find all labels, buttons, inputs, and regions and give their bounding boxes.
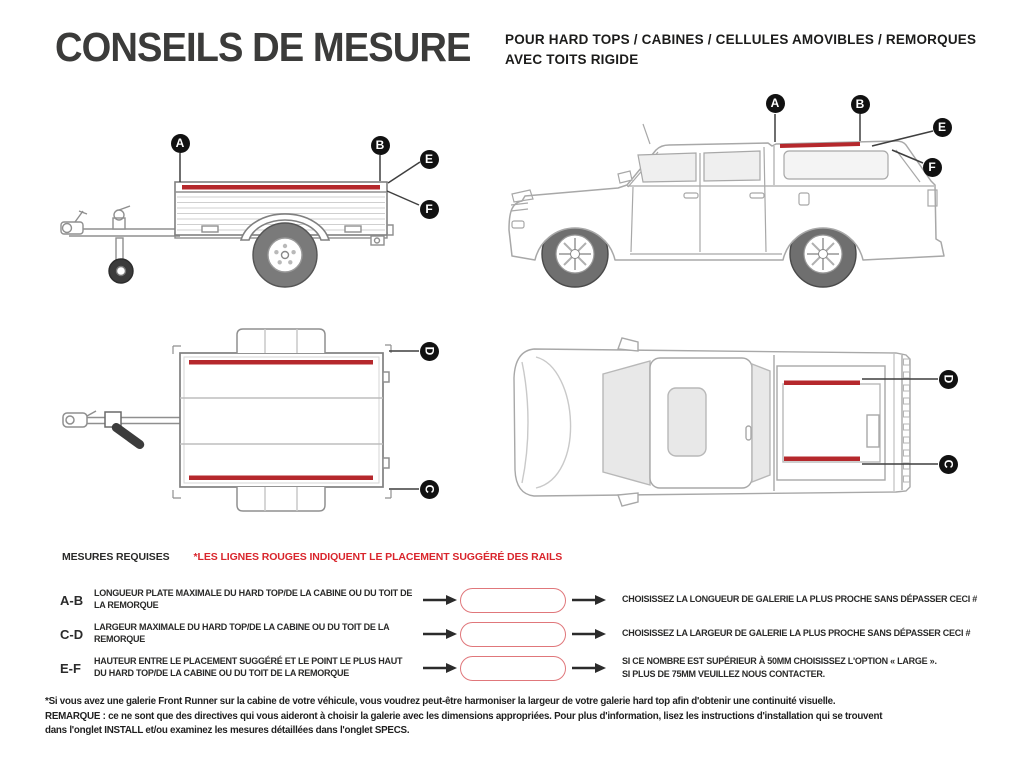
footnote-line-2: REMARQUE : ce ne sont que des directives qui vous aideront à choisir la galerie avec les dimensions appropriées. Pour plus d'information, lisez les instructions d'installation qui se trouvent: [45, 710, 883, 722]
truck-top-drawing: [500, 330, 970, 530]
trailer-side-diagram: [55, 95, 460, 310]
measure-row-cd: [60, 617, 1010, 651]
trailer-top-drawing: [55, 320, 460, 525]
subtitle-line-2: AVEC TOITS RIGIDE: [505, 51, 639, 67]
truck-side-diagram: [500, 90, 970, 300]
footnote-line-1: *Si vous avez une galerie Front Runner sur la cabine de votre véhicule, vous voudrez peut-être harmoniser la largeur de votre galerie hard top afin d'obtenir une continuité visuelle.: [45, 696, 836, 707]
arrow-right-icon: [566, 628, 612, 640]
label-badge-a: A: [766, 94, 785, 113]
measure-instruction: CHOISISSEZ LA LARGEUR DE GALERIE LA PLUS PROCHE SANS DÉPASSER CECI #: [622, 628, 971, 639]
label-badge-d: D: [939, 370, 958, 389]
measure-instruction: CHOISISSEZ LA LONGUEUR DE GALERIE LA PLUS PROCHE SANS DÉPASSER CECI #: [622, 594, 977, 605]
footnote-line-3: dans l'onglet INSTALL et/ou examinez les mesures détaillées dans l'onglet SPECS.: [45, 725, 410, 736]
label-badge-c: C: [420, 480, 439, 499]
suggested-rail-line: [189, 476, 373, 481]
arrow-right-icon: [566, 594, 612, 606]
truck-top-diagram: [500, 330, 970, 530]
arrow-right-icon: [566, 662, 612, 674]
label-badge-e: E: [420, 150, 439, 169]
suggested-rail-line: [784, 457, 860, 462]
measure-field-ef[interactable]: [460, 656, 566, 681]
measure-description: LARGEUR MAXIMALE DU HARD TOP/DE LA CABINE OU DU TOIT DE LA REMORQUE: [94, 622, 390, 644]
suggested-rail-line: [189, 360, 373, 365]
suggested-rail-line: [784, 381, 860, 386]
measure-description: LONGUEUR PLATE MAXIMALE DU HARD TOP/DE LA CABINE OU DU TOIT DE LA REMORQUE: [94, 588, 413, 610]
measures-header: [62, 551, 562, 563]
label-badge-d: D: [420, 342, 439, 361]
measure-key: A-B: [60, 592, 84, 608]
truck-side-drawing: [500, 90, 970, 300]
label-badge-f: F: [420, 200, 439, 219]
label-badge-b: B: [851, 95, 870, 114]
suggested-rail-line: [182, 185, 380, 190]
measure-instruction: [612, 655, 1010, 681]
suggested-rail-line: [780, 144, 860, 146]
measure-key: E-F: [60, 660, 81, 676]
measure-field-cd[interactable]: [460, 622, 566, 647]
footnote: [45, 695, 882, 739]
arrow-right-icon: [420, 628, 460, 640]
arrow-right-icon: [420, 594, 460, 606]
label-badge-a: A: [171, 134, 190, 153]
subtitle-line-1: POUR HARD TOPS / CABINES / CELLULES AMOVIBLES / REMORQUES: [505, 32, 977, 47]
measure-key: C-D: [60, 626, 84, 642]
page-subtitle: [505, 30, 976, 69]
measures-heading: MESURES REQUISES: [62, 551, 170, 563]
measure-field-ab[interactable]: [460, 588, 566, 613]
label-badge-b: B: [371, 136, 390, 155]
measure-instruction-line-1: SI CE NOMBRE EST SUPÉRIEUR À 50MM CHOISISSEZ L'OPTION « LARGE ».: [622, 655, 937, 666]
label-badge-c: C: [939, 455, 958, 474]
rails-note: *LES LIGNES ROUGES INDIQUENT LE PLACEMENT SUGGÉRÉ DES RAILS: [193, 551, 563, 563]
measures-rows: [60, 583, 1010, 685]
measure-instruction-line-2: SI PLUS DE 75MM VEUILLEZ NOUS CONTACTER.: [622, 669, 825, 679]
leader-lines: [389, 351, 419, 489]
measure-row-ef: [60, 651, 1010, 685]
trailer-top-diagram: [55, 320, 460, 525]
arrow-right-icon: [420, 662, 460, 674]
page-title: CONSEILS DE MESURE: [55, 24, 471, 70]
measure-row-ab: [60, 583, 1010, 617]
label-badge-f: F: [923, 158, 942, 177]
label-badge-e: E: [933, 118, 952, 137]
measure-description: HAUTEUR ENTRE LE PLACEMENT SUGGÉRÉ ET LE POINT LE PLUS HAUT DU HARD TOP/DE LA CABINE OU DU TOIT DE LA REMORQUE: [94, 656, 403, 678]
trailer-side-drawing: [55, 95, 460, 310]
